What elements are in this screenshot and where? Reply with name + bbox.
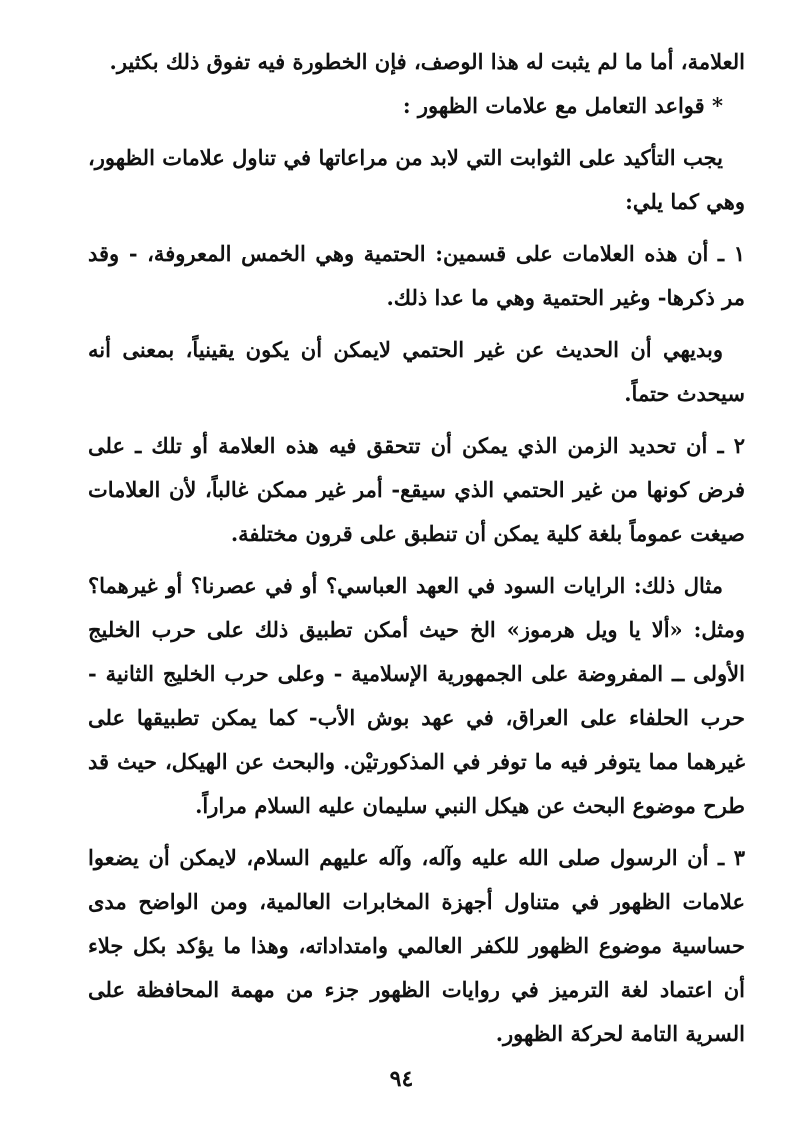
paragraph-continuation: العلامة، أما ما لم يثبت له هذا الوصف، فإن الخطورة فيه تفوق ذلك بكثير.: [109, 49, 745, 74]
page-number: ٩٤: [389, 1066, 414, 1092]
paragraph-rule-2: ٢ ـ أن تحديد الزمن الذي يمكن أن تتحقق فيه هذه العلامة أو تلك ـ على فرض كونها من غير الحتمي الذي سيقع- أمر غير ممكن غالباً، لأن العلامات صيغت عموماً بلغة كلية يمكن أن تنطبق على قرون مختلفة.: [88, 433, 745, 546]
paragraph-rule-3: ٣ ـ أن الرسول صلى الله عليه وآله، وآله عليهم السلام، لايمكن أن يضعوا علامات الظهور في متناول أجهزة المخابرات العالمية، ومن الواضح مدى حساسية موضوع الظهور للكفر العالمي وامتداداته، وهذا ما يؤكد بكل جلاء أن اعتماد لغة الترميز في روايات الظهور جزء من مهمة المحافظة على السرية التامة لحركة الظهور.: [88, 845, 745, 1046]
section-heading: * قواعد التعامل مع علامات الظهور :: [402, 93, 723, 118]
paragraph-intro: يجب التأكيد على الثوابت التي لابد من مراعاتها في تناول علامات الظهور، وهي كما يلي:: [88, 145, 745, 214]
body-text: [88, 40, 745, 1056]
paragraph-rule-2-example: مثال ذلك: الرايات السود في العهد العباسي؟ أو في عصرنا؟ أو غيرهما؟ ومثل: «ألا يا ويل هرموز» الخ حيث أمكن تطبيق ذلك على حرب الخليج الأولى ــ المفروضة على الجمهورية الإسلامية - وعلى حرب الخليج الثانية - حرب الحلفاء على العراق، في عهد بوش الأب- كما يمكن تطبيقها على غيرهما مما يتوفر فيه ما توفر في المذكورتيْن. والبحث عن الهيكل، حيث قد طرح موضوع البحث عن هيكل النبي سليمان عليه السلام مراراً.: [88, 573, 745, 818]
paragraph-rule-1-note: وبديهي أن الحديث عن غير الحتمي لايمكن أن يكون يقينياً، بمعنى أنه سيحدث حتماً.: [88, 337, 745, 406]
paragraph-rule-1: ١ ـ أن هذه العلامات على قسمين: الحتمية وهي الخمس المعروفة، - وقد مر ذكرها- وغير الحتمية وهي ما عدا ذلك.: [88, 241, 745, 310]
